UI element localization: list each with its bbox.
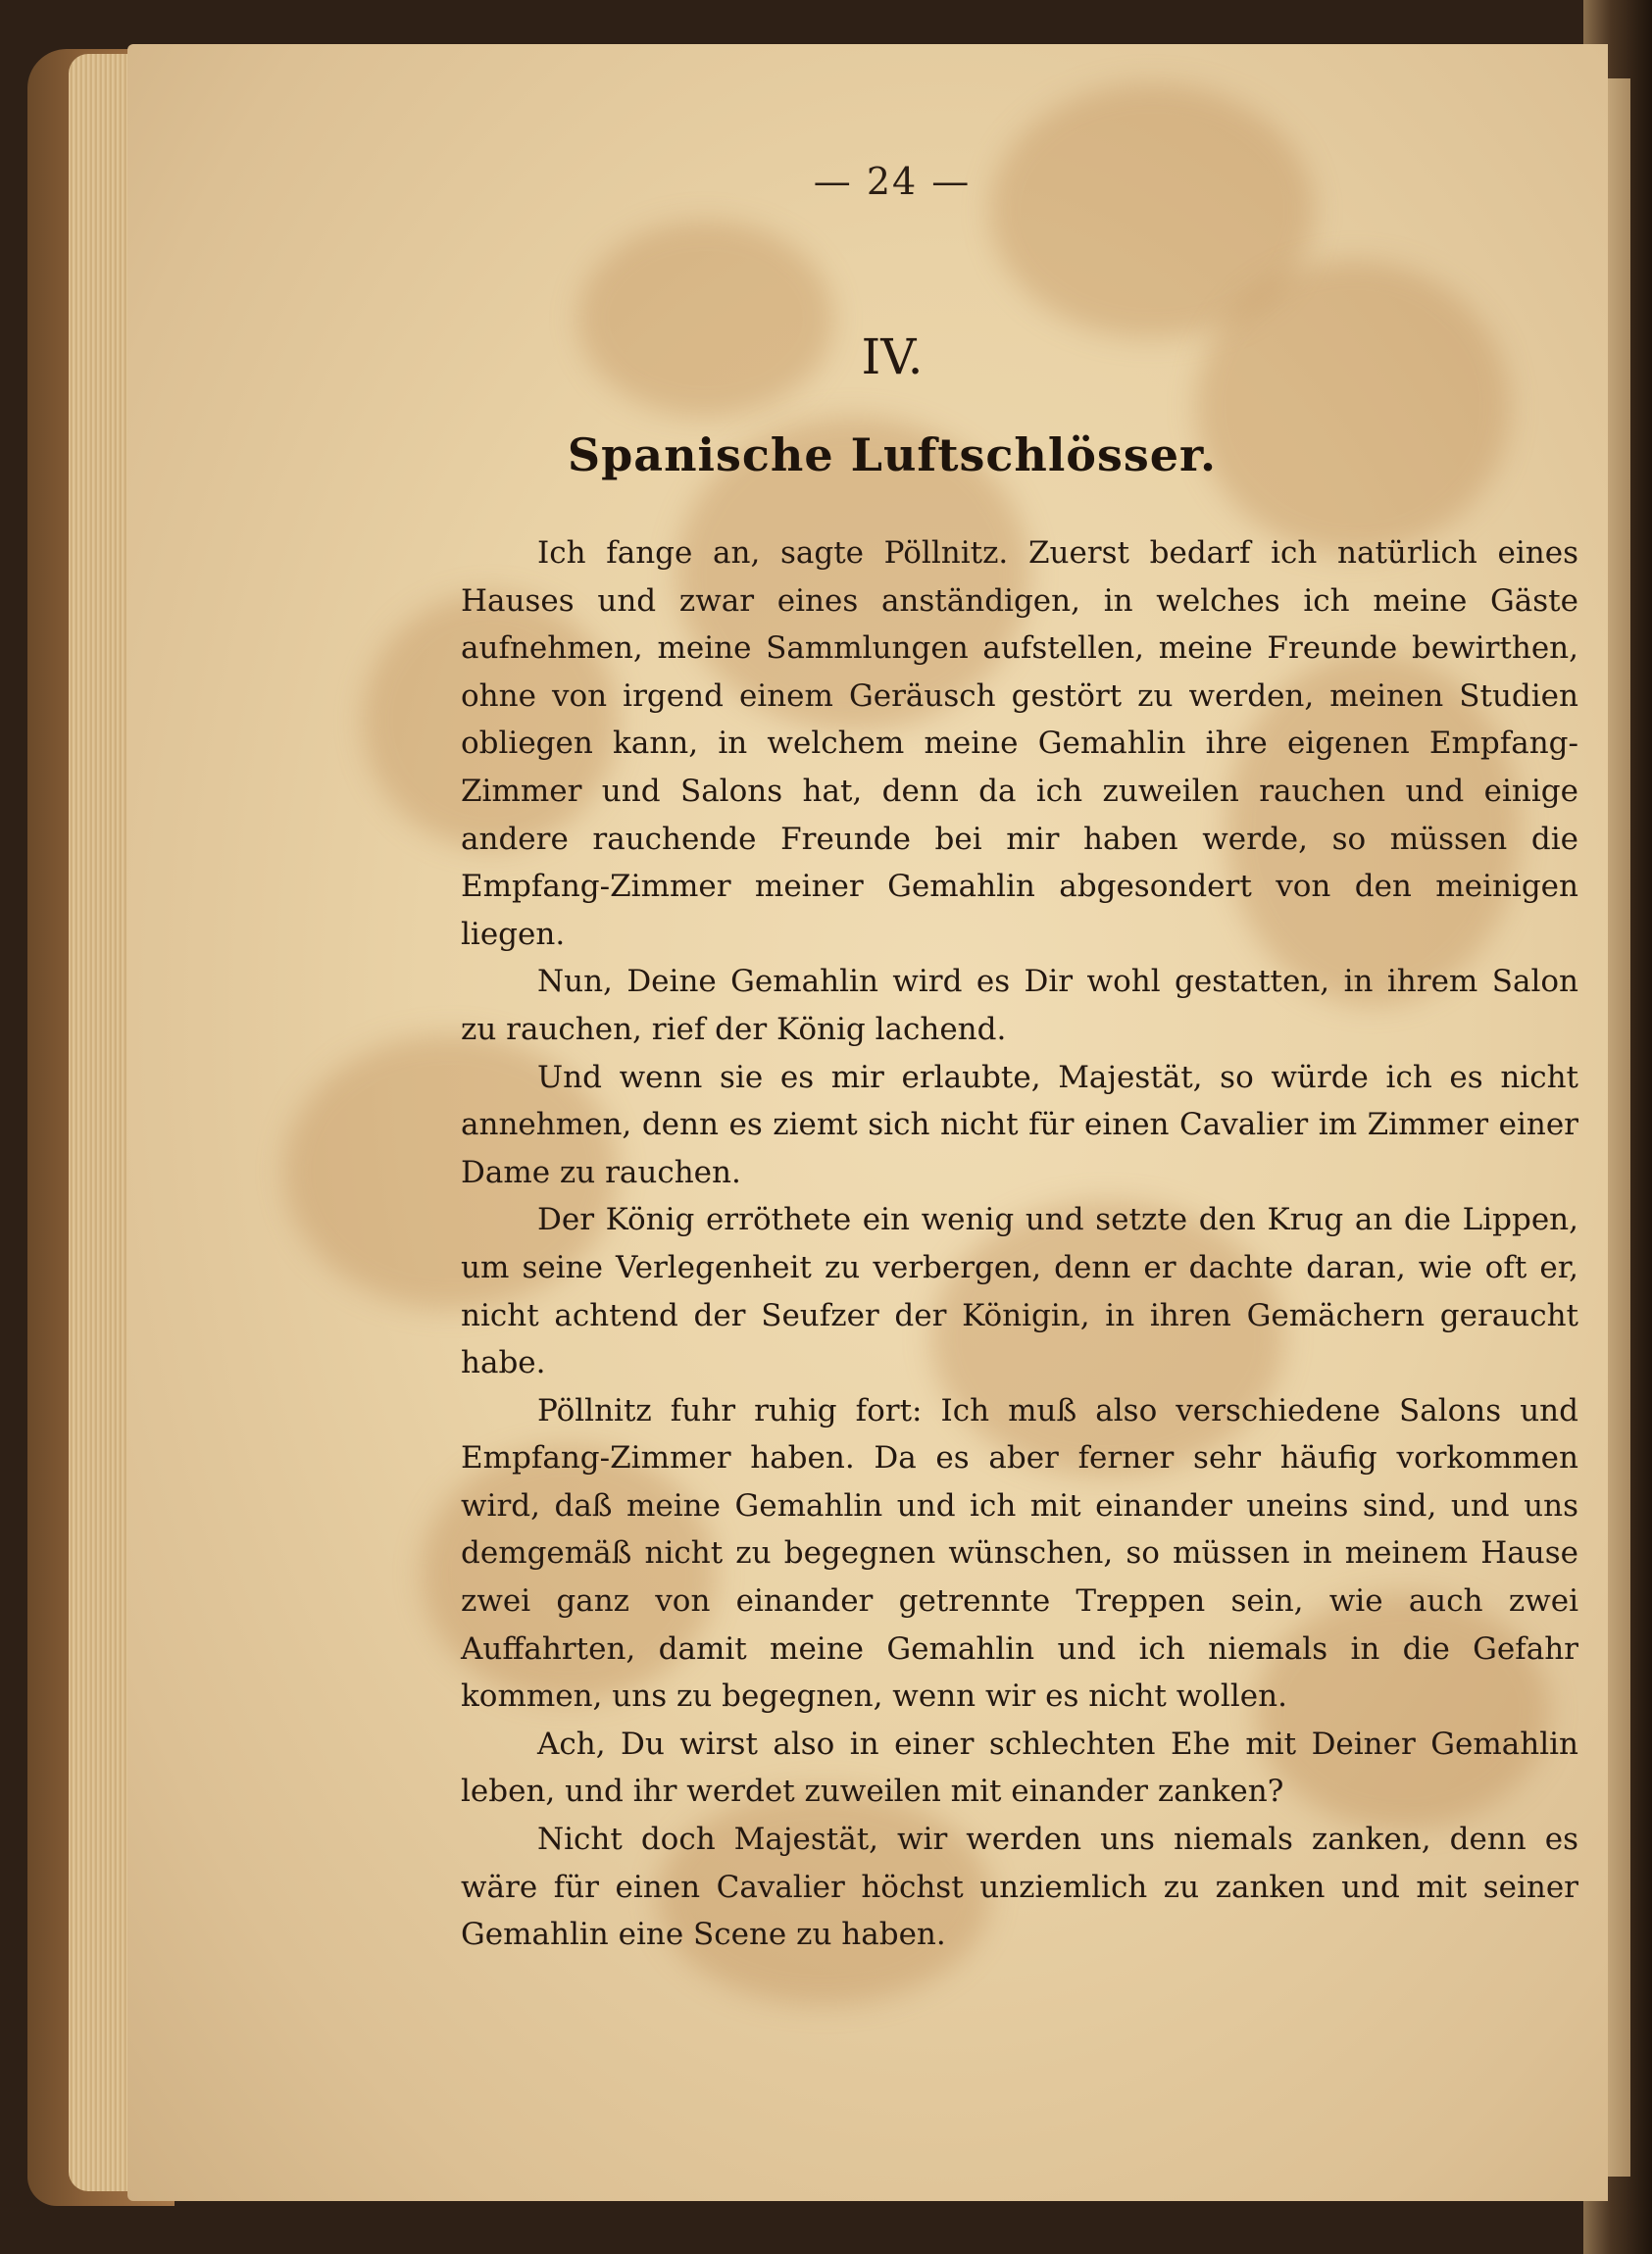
water-stain bbox=[1196, 260, 1510, 554]
paragraph: Pöllnitz fuhr ruhig fort: Ich muß also verschiedene Salons und Empfang-Zimmer haben. Da es aber ferner sehr häufig vorkommen wird, daß meine Gemahlin und ich mit einander uneins sind, und uns demgemäß nicht zu begegnen wünschen, so müssen in meinem Hause zwei ganz von einander getrennte Treppen sein, wie auch zwei Auffahrten, damit meine Gemahlin und ich niemals in die Gefahr kommen, uns zu begegnen, wenn wir es nicht wollen. bbox=[461, 1392, 1578, 1715]
water-stain bbox=[578, 221, 833, 417]
paragraph: Ich fange an, sagte Pöllnitz. Zuerst bedarf ich natürlich eines Hauses und zwar eines anständigen, in welches ich meine Gäste aufnehmen, meine Sammlungen aufstellen, meine Freunde bewirthen, ohne von irgend einem Geräusch gestört zu werden, meinen Studien obliegen kann, in welchem meine Gemahlin ihre eigenen Empfang-Zimmer und Salons hat, denn da ich zuweilen rauchen und einige andere rauchende Freunde bei mir haben werde, so müssen die Empfang-Zimmer meiner Gemahlin abgesondert von den meinigen liegen. bbox=[461, 535, 1578, 952]
chapter-title: Spanische Luftschlösser. bbox=[567, 428, 1218, 481]
paragraph: Nun, Deine Gemahlin wird es Dir wohl gestatten, in ihrem Salon zu rauchen, rief der König lachend. bbox=[461, 964, 1578, 1047]
paragraph: Nicht doch Majestät, wir werden uns niemals zanken, denn es wäre für einen Cavalier höchst unziemlich zu zanken und mit seiner Gemahlin eine Scene zu haben. bbox=[461, 1822, 1578, 1953]
body-text bbox=[461, 529, 1578, 1959]
paragraph: Der König erröthete ein wenig und setzte den Krug an die Lippen, um seine Verlegenheit zu verbergen, denn er dachte daran, wie oft er, nicht achtend der Seufzer der Königin, in ihren Gemächern geraucht habe. bbox=[461, 1202, 1578, 1381]
paragraph: Ach, Du wirst also in einer schlechten Ehe mit Deiner Gemahlin leben, und ihr werdet zuweilen mit einander zanken? bbox=[461, 1726, 1578, 1810]
page-number: — 24 — bbox=[813, 160, 972, 203]
chapter-number: IV. bbox=[861, 328, 924, 385]
book-page bbox=[127, 44, 1608, 2201]
paragraph: Und wenn sie es mir erlaubte, Majestät, so würde ich es nicht annehmen, denn es ziemt sich nicht für einen Cavalier im Zimmer einer Dame zu rauchen. bbox=[461, 1059, 1578, 1190]
